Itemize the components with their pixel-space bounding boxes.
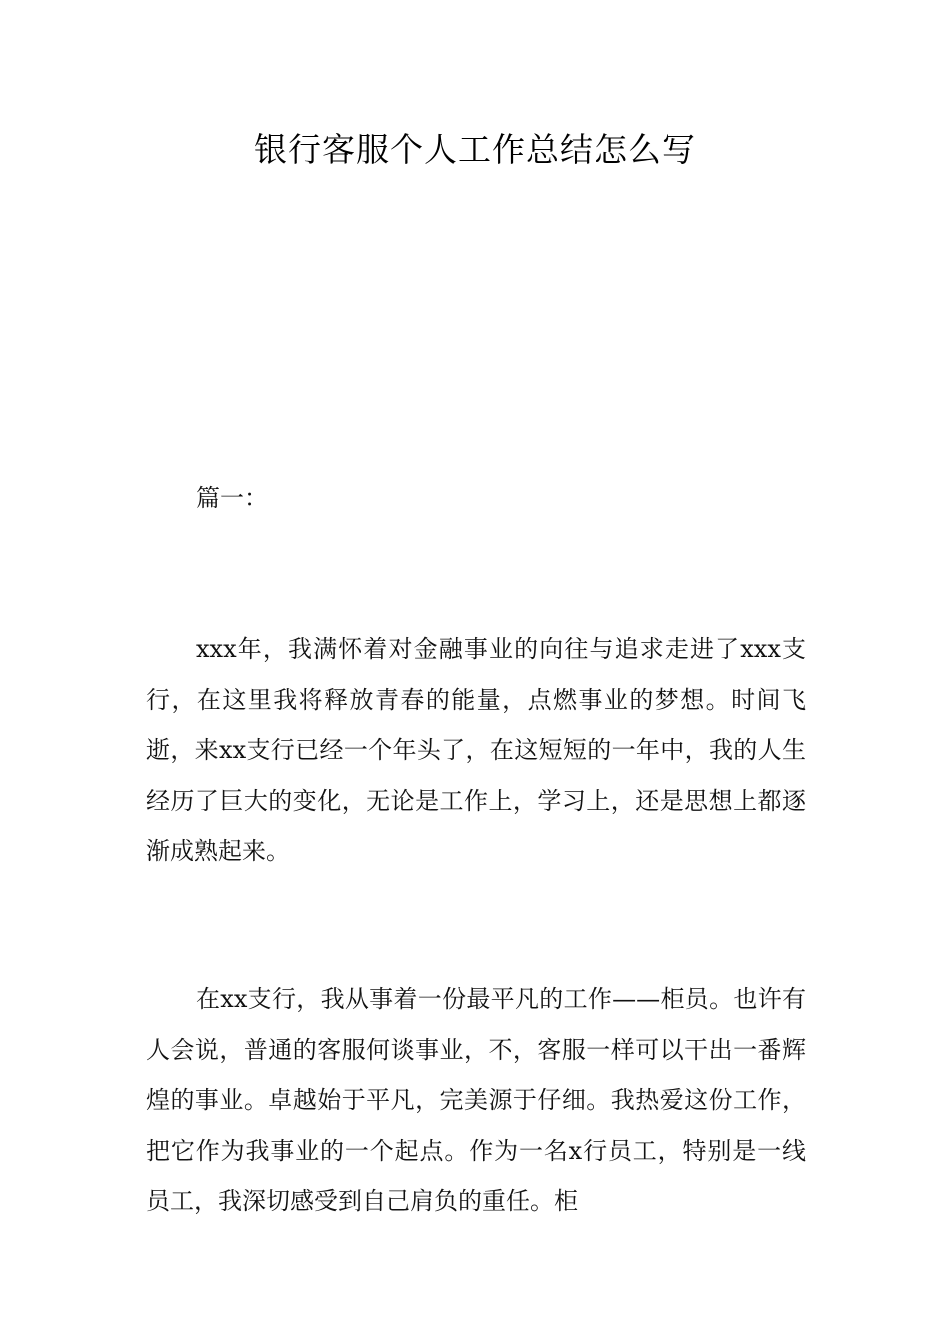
body-paragraph-1: xxx年，我满怀着对金融事业的向往与追求走进了xxx支行，在这里我将释放青春的能量，点燃事业的梦想。时间飞逝，来xx支行已经一个年头了，在这短短的一年中，我的人生经历了巨大的变化，无论是工作上，学习上，还是思想上都逐渐成熟起来。 [146, 635, 806, 866]
section-label: 篇一： [196, 484, 268, 512]
document-title: 银行客服个人工作总结怎么写 [254, 130, 696, 169]
body-paragraph-2: 在xx支行，我从事着一份最平凡的工作——柜员。也许有人会说，普通的客服何谈事业，不，客服一样可以干出一番辉煌的事业。卓越始于平凡，完美源于仔细。我热爱这份工作，把它作为我事业的一个起点。作为一名x行员工，特别是一线员工，我深切感受到自己肩负的重任。柜 [146, 985, 806, 1216]
